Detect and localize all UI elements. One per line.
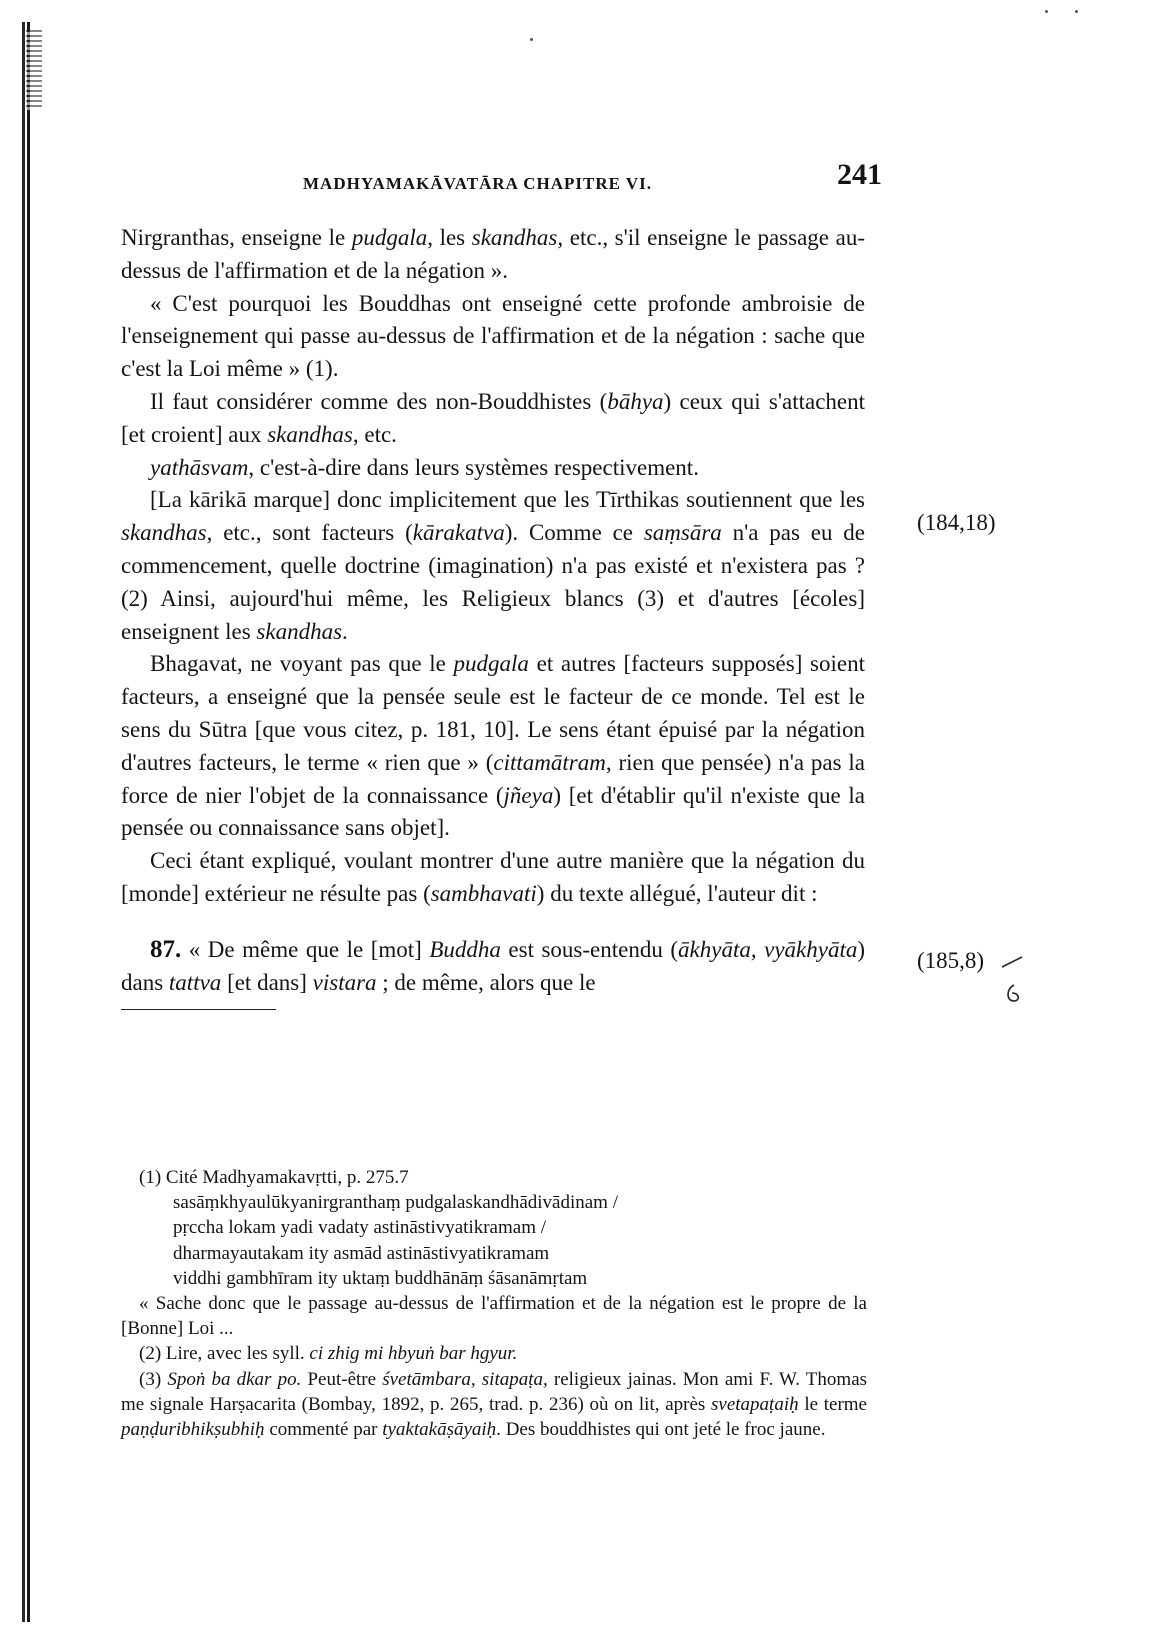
running-title: MADHYAMAKĀVATĀRA CHAPITRE VI.	[303, 174, 653, 193]
footnote-1: (1) Cité Madhyamakavṛtti, p. 275.7	[139, 1167, 409, 1188]
verse-line: dharmayautakam ity asmād astināstivyatikramam	[173, 1242, 550, 1264]
verse-87: 87. « De même que le [mot] Buddha est sous-entendu (ākhyāta, vyākhyāta) dans tattva [et dans] vistara ; de même, alors que le	[121, 935, 866, 995]
binding-noise	[26, 30, 42, 110]
margin-reference: (185,8)	[917, 948, 985, 973]
margin-reference: (184,18)	[917, 510, 996, 535]
verse-line: pṛccha lokam yadi vadaty astināstivyatikramam /	[173, 1217, 547, 1239]
footnote-2: (2) Lire, avec les syll. ci zhig mi hbyuṅ bar hgyur.	[139, 1343, 518, 1365]
footnote-3: (3) Spoṅ ba dkar po. Peut-être śvetāmbara, sitapaṭa, religieux jainas. Mon ami F. W. Thomas me signale Harṣacarita (Bombay, 1892, p. 265, trad. p. 236) où on lit, après svetapaṭaiḥ le terme paṇḍuribhikṣubhiḥ commenté par tyaktakāṣāyaiḥ. Des bouddhistes qui ont jeté le froc jaune.	[121, 1368, 868, 1441]
footnote-1-translation: « Sache donc que le passage au-dessus de l'affirmation et de la négation est le propre de la [Bonne] Loi ...	[121, 1293, 867, 1340]
paragraph: Nirgranthas, enseigne le pudgala, les skandhas, etc., s'il enseigne le passage au-dessus de l'affirmation et de la négation ».	[121, 225, 865, 283]
verse-line: sasāṃkhyaulūkyanirgranthaṃ pudgalaskandhādivādinam /	[173, 1192, 618, 1214]
verse-number: 87.	[150, 935, 182, 963]
footnotes	[121, 1165, 867, 1442]
page-binding-edge	[22, 22, 30, 1622]
ink-speck	[530, 38, 533, 41]
page-number: 241	[837, 158, 882, 191]
ink-speck	[1075, 10, 1078, 13]
paragraph: Ceci étant expliqué, voulant montrer d'une autre manière que la négation du [monde] extérieur ne résulte pas (sambhavati) du texte allégué, l'auteur dit :	[121, 848, 865, 906]
footnote-rule	[121, 1009, 276, 1010]
paragraph: Il faut considérer comme des non-Bouddhistes (bāhya) ceux qui s'attachent [et croient] aux skandhas, etc.	[121, 388, 865, 447]
paragraph: « C'est pourquoi les Bouddhas ont enseigné cette profonde ambroisie de l'enseignement qui passe au-dessus de l'affirmation et de la négation : sache que c'est la Loi même » (1).	[121, 290, 865, 382]
paragraph: yathāsvam, c'est-à-dire dans leurs systèmes respectivement.	[150, 454, 699, 480]
main-text	[121, 222, 865, 1010]
page-header	[121, 158, 921, 208]
verse-line: viddhi gambhīram ity uktaṃ buddhānāṃ śāsanāmṛtam	[173, 1267, 588, 1289]
paragraph: Bhagavat, ne voyant pas que le pudgala et autres [facteurs supposés] soient facteurs, a enseigné que la pensée seule est le facteur de ce monde. Tel est le sens du Sūtra [que vous citez, p. 181, 10]. Le sens étant épuisé par la négation d'autres facteurs, le terme « rien que » (cittamātram, rien que pensée) n'a pas la force de nier l'objet de la connaissance (jñeya) [et d'établir qu'il n'existe que la pensée ou connaissance sans objet].	[121, 651, 865, 841]
paragraph: [La kārikā marque] donc implicitement que les Tīrthikas soutiennent que les skandhas, etc., sont facteurs (kārakatva). Comme ce saṃsāra n'a pas eu de commencement, quelle doctrine (imagination) n'a pas existé et n'existera pas ? (2) Ainsi, aujourd'hui même, les Religieux blancs (3) et d'autres [écoles] enseignent les skandhas.	[121, 487, 866, 644]
ink-speck	[1045, 10, 1048, 13]
handwritten-mark	[1000, 955, 1024, 1007]
